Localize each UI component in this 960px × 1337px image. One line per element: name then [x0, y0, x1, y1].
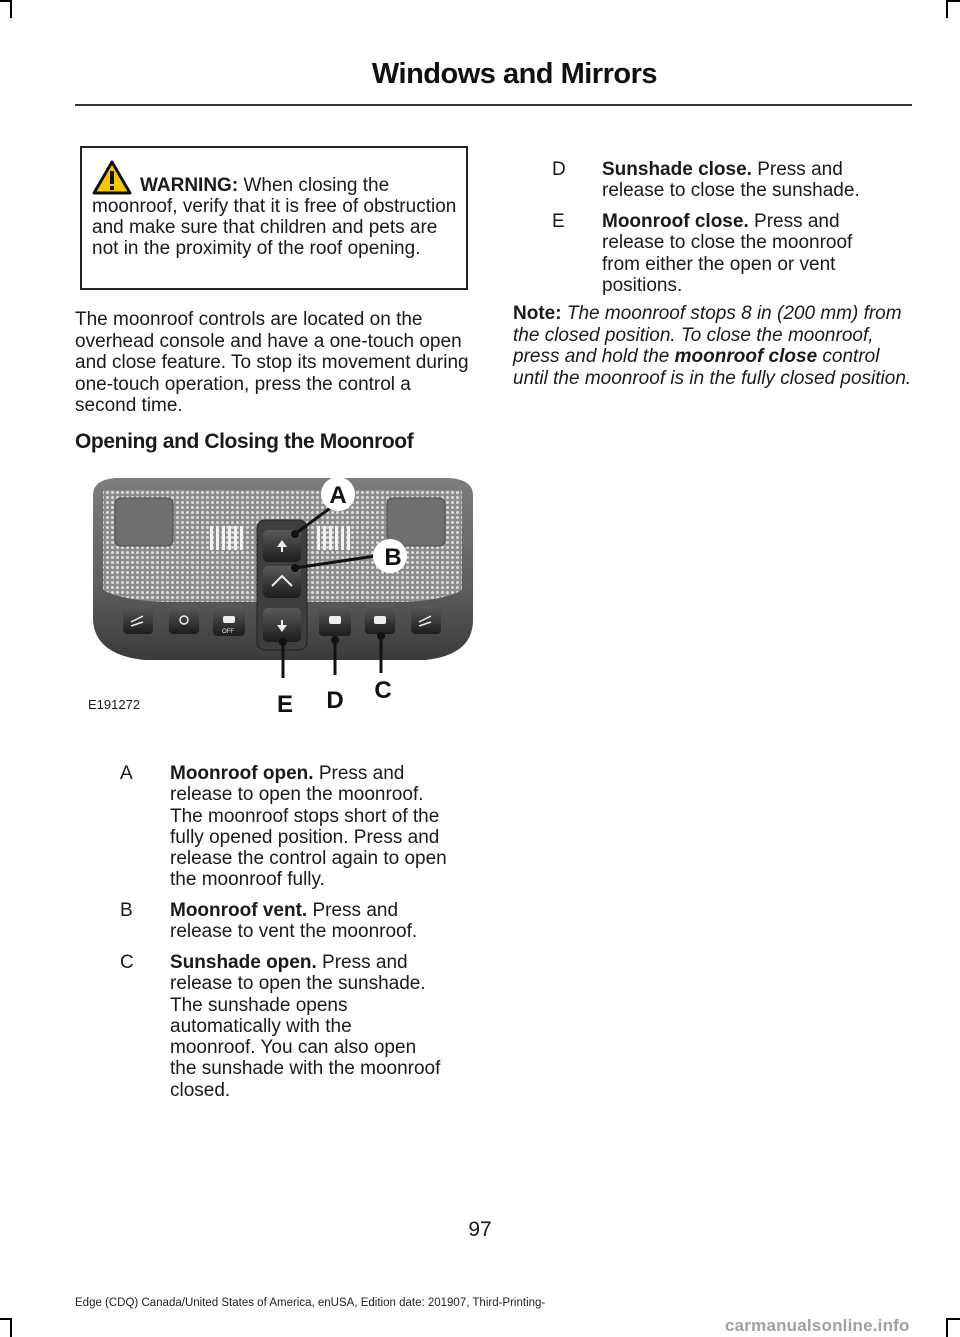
item-line: from either the open or vent: [602, 253, 836, 275]
callout-d: D: [326, 687, 344, 714]
intro-paragraph: The moonroof controls are located on the overhead console and have a one-touch open and close feature. To stop its movement during one-touch operation, press the control a second time.: [75, 309, 469, 416]
item-line: moonroof. You can also open: [170, 1037, 417, 1059]
item-line: release to open the sunshade.: [170, 973, 426, 995]
item-title: Moonroof close.: [602, 211, 749, 232]
item-line: Press and: [318, 763, 405, 784]
item-line: the sunshade with the moonroof: [170, 1058, 441, 1080]
item-line: Press and: [312, 900, 399, 921]
crop-mark: [948, 0, 960, 2]
warning-box: [80, 146, 468, 290]
crop-mark: [0, 0, 10, 2]
page-number: 97: [468, 1218, 492, 1241]
callout-e: E: [276, 691, 294, 718]
crop-mark: [946, 0, 948, 18]
note-text: The moonroof stops 8 in (200 mm) from the closed position. To close the moonroof, press and hold the: [513, 303, 902, 367]
item-title: Sunshade close.: [602, 159, 752, 180]
item-letter: E: [552, 211, 565, 232]
item-line: Press and: [322, 952, 408, 973]
figure-id: E191272: [88, 697, 141, 712]
item-line: positions.: [602, 274, 683, 296]
item-line: release to open the moonroof.: [170, 784, 424, 806]
item-title: Sunshade open.: [170, 952, 317, 973]
crop-mark: [10, 0, 12, 18]
item-letter: B: [120, 900, 133, 921]
item-line: Press and: [757, 159, 843, 180]
item-line: closed.: [170, 1079, 231, 1101]
item-line: the moonroof fully.: [170, 869, 325, 891]
item-letter: C: [120, 952, 134, 973]
section-heading: Opening and Closing the Moonroof: [75, 430, 414, 453]
crop-mark: [948, 1318, 960, 1320]
item-line: The moonroof stops short of the: [170, 805, 440, 827]
item-line: release to close the sunshade.: [602, 180, 860, 202]
header-divider: [75, 104, 912, 106]
watermark: carmanualsonline.info: [725, 1316, 910, 1335]
overhead-console-illustration: [85, 470, 480, 720]
item-line: Press and: [754, 211, 840, 232]
item-line: automatically with the: [170, 1015, 352, 1037]
note-paragraph: [513, 303, 913, 389]
item-letter: A: [120, 763, 133, 784]
note-text-end: control until the moonroof is in the fully closed position.: [513, 346, 912, 389]
item-line: release to close the moonroof: [602, 232, 853, 254]
item-line: release the control again to open: [170, 848, 447, 870]
crop-mark: [0, 1318, 10, 1320]
crop-mark: [10, 1318, 12, 1337]
off-label: OFF: [222, 629, 234, 635]
item-letter: D: [552, 159, 566, 180]
callout-a: A: [329, 482, 347, 509]
item-title: Moonroof vent.: [170, 900, 308, 921]
item-line: The sunshade opens: [170, 994, 348, 1016]
warning-triangle-icon: [92, 160, 132, 196]
item-line: release to vent the moonroof.: [170, 921, 418, 943]
callout-b: B: [384, 544, 402, 571]
crop-mark: [946, 1318, 948, 1337]
item-line: fully opened position. Press and: [170, 826, 440, 848]
page-title: Windows and Mirrors: [371, 58, 657, 90]
warning-text: When closing the moonroof, verify that it is free of obstruction and make sure that children and pets are not in the proximity of the roof opening.: [92, 175, 457, 259]
footer-edition: Edge (CDQ) Canada/United States of America, enUSA, Edition date: 201907, Third-Printing-: [75, 1297, 546, 1309]
note-label: Note:: [513, 303, 562, 324]
callout-c: C: [374, 677, 392, 704]
item-title: Moonroof open.: [170, 763, 314, 784]
warning-label: WARNING:: [140, 175, 239, 196]
note-bold-term: moonroof close: [674, 346, 818, 367]
